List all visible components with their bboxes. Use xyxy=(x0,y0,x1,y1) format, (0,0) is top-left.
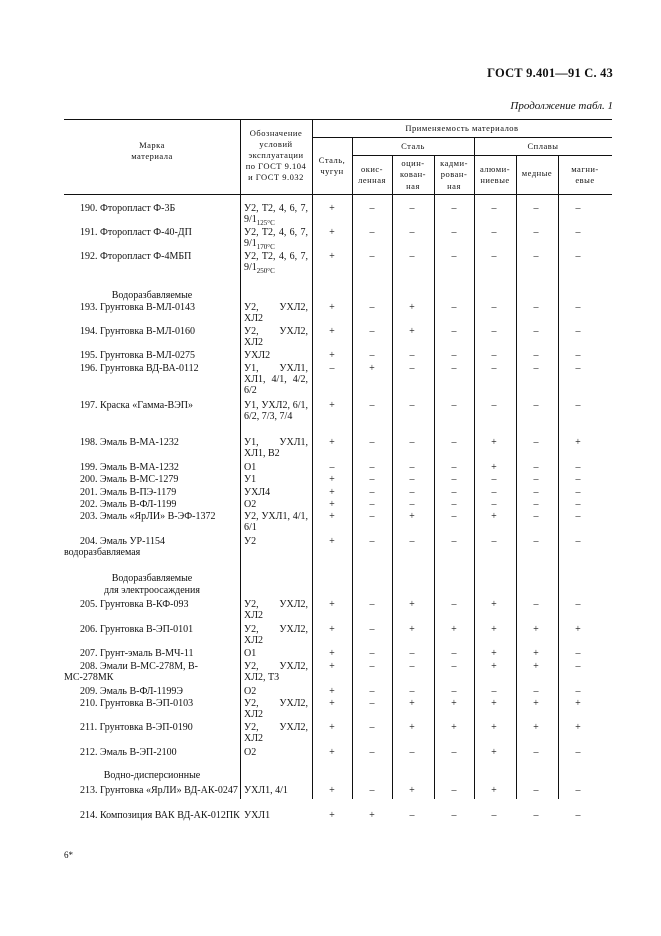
applicability-cell: – xyxy=(575,785,581,796)
applicability-cell: – xyxy=(369,661,375,672)
applicability-cell: + xyxy=(533,661,539,672)
applicability-cell: – xyxy=(533,400,539,411)
applicability-cell: – xyxy=(491,499,497,510)
material-name: 200. Эмаль В-МС-1279 xyxy=(80,474,179,485)
applicability-cell: – xyxy=(491,363,497,374)
applicability-cell: – xyxy=(575,350,581,361)
page-footer-mark: 6* xyxy=(64,850,73,860)
conditions-text: У2, УХЛ2, ХЛ2 xyxy=(244,599,308,621)
applicability-cell: + xyxy=(329,785,335,796)
conditions xyxy=(244,599,308,621)
conditions-text: У2, Т2, 4, 6, 7, 9/1 xyxy=(244,227,308,249)
conditions xyxy=(244,302,308,324)
applicability-cell: – xyxy=(451,536,457,547)
header-magnievye: магни- евые xyxy=(571,164,599,186)
header-bottom-rule xyxy=(64,194,612,195)
conditions xyxy=(244,326,308,348)
applicability-cell: + xyxy=(329,400,335,411)
material-name: 196. Грунтовка ВД-ВА-0112 xyxy=(80,363,199,374)
applicability-cell: – xyxy=(491,251,497,262)
applicability-cell: – xyxy=(533,810,539,821)
applicability-cell: – xyxy=(575,302,581,313)
applicability-cell: – xyxy=(575,487,581,498)
applicability-cell: + xyxy=(409,722,415,733)
applicability-cell: – xyxy=(491,474,497,485)
applicability-cell: – xyxy=(533,511,539,522)
conditions xyxy=(244,698,308,720)
applicability-cell: – xyxy=(451,350,457,361)
applicability-cell: – xyxy=(451,661,457,672)
applicability-cell: + xyxy=(409,302,415,313)
applicability-cell: – xyxy=(409,499,415,510)
conditions-text: О1 xyxy=(244,462,257,473)
applicability-cell: – xyxy=(369,437,375,448)
applicability-cell: + xyxy=(369,810,375,821)
applicability-cell: + xyxy=(491,462,497,473)
applicability-cell: + xyxy=(329,251,335,262)
conditions xyxy=(244,686,308,697)
conditions xyxy=(244,487,308,498)
applicability-cell: – xyxy=(369,487,375,498)
applicability-cell: – xyxy=(409,437,415,448)
conditions-text: У1 xyxy=(244,474,257,485)
temperature-subscript: 250°С xyxy=(256,267,275,275)
applicability-cell: – xyxy=(491,536,497,547)
table-row xyxy=(64,810,612,840)
applicability-cell: – xyxy=(451,326,457,337)
applicability-cell: – xyxy=(575,251,581,262)
applicability-cell: + xyxy=(369,363,375,374)
applicability-cell: – xyxy=(533,747,539,758)
applicability-cell: + xyxy=(329,722,335,733)
applicability-cell: – xyxy=(369,747,375,758)
applicability-cell: + xyxy=(491,747,497,758)
material-name: 198. Эмаль В-МА-1232 xyxy=(80,437,179,448)
conditions-text: У2, Т2, 4, 6, 7, 9/1 xyxy=(244,251,308,273)
applicability-cell: – xyxy=(369,785,375,796)
header-stal: Сталь xyxy=(401,141,425,151)
material-name: 205. Грунтовка В-КФ-093 xyxy=(80,599,189,610)
material-name: 192. Фторопласт Ф-4МБП xyxy=(80,251,192,262)
applicability-cell: + xyxy=(575,698,581,709)
applicability-cell: + xyxy=(329,474,335,485)
applicability-cell: + xyxy=(575,624,581,635)
applicability-cell: – xyxy=(369,227,375,238)
applicability-cell: – xyxy=(369,350,375,361)
applicability-cell: + xyxy=(329,747,335,758)
conditions-text: УХЛ1 xyxy=(244,810,271,821)
applicability-cell: – xyxy=(575,661,581,672)
applicability-cell: – xyxy=(533,326,539,337)
applicability-cell: – xyxy=(491,400,497,411)
applicability-cell: – xyxy=(451,363,457,374)
applicability-cell: – xyxy=(491,302,497,313)
conditions xyxy=(244,511,308,533)
conditions-text: У2, Т2, 4, 6, 7, 9/1 xyxy=(244,203,308,225)
applicability-cell: – xyxy=(533,251,539,262)
material-name: 191. Фторопласт Ф-40-ДП xyxy=(80,227,192,238)
applicability-cell: – xyxy=(575,400,581,411)
applicability-cell: + xyxy=(491,648,497,659)
applicability-cell: – xyxy=(329,462,335,473)
material-name: 207. Грунт-эмаль В-МЧ-11 xyxy=(80,648,194,659)
applicability-cell: – xyxy=(409,363,415,374)
conditions-text: У2, УХЛ2, ХЛ2, Т3 xyxy=(244,661,308,683)
applicability-cell: + xyxy=(409,326,415,337)
applicability-cell: – xyxy=(451,302,457,313)
conditions-text: У1, УХЛ1, ХЛ1, В2 xyxy=(244,437,308,459)
conditions-text: У2, УХЛ2, ХЛ2 xyxy=(244,302,308,324)
header-primenyaemost: Применяемость материалов xyxy=(405,123,519,133)
applicability-cell: + xyxy=(451,698,457,709)
applicability-cell: – xyxy=(533,474,539,485)
conditions xyxy=(244,648,308,659)
applicability-cell: + xyxy=(491,722,497,733)
table-row xyxy=(64,363,612,396)
applicability-cell: – xyxy=(575,363,581,374)
conditions xyxy=(244,474,308,485)
applicability-cell: – xyxy=(451,747,457,758)
material-name: 214. Композиция ВАК ВД-АК-012ПК xyxy=(80,810,240,821)
applicability-cell: – xyxy=(491,350,497,361)
applicability-cell: + xyxy=(409,624,415,635)
applicability-cell: – xyxy=(533,599,539,610)
applicability-cell: – xyxy=(451,599,457,610)
applicability-cell: – xyxy=(533,499,539,510)
applicability-cell: – xyxy=(451,686,457,697)
table-row xyxy=(64,536,612,566)
material-name: 194. Грунтовка В-МЛ-0160 xyxy=(80,326,195,337)
material-name: 199. Эмаль В-МА-1232 xyxy=(80,462,179,473)
conditions-text: У2, УХЛ1, 4/1, 6/1 xyxy=(244,511,308,533)
applicability-cell: – xyxy=(369,511,375,522)
conditions xyxy=(244,536,308,547)
applicability-cell: – xyxy=(451,499,457,510)
applicability-cell: – xyxy=(533,227,539,238)
applicability-cell: + xyxy=(491,624,497,635)
applicability-cell: – xyxy=(409,686,415,697)
applicability-cell: – xyxy=(575,810,581,821)
applicability-cell: – xyxy=(409,251,415,262)
conditions xyxy=(244,624,308,646)
applicability-cell: – xyxy=(369,536,375,547)
conditions-text: У2 xyxy=(244,536,257,547)
applicability-cell: – xyxy=(533,363,539,374)
applicability-cell: – xyxy=(575,511,581,522)
material-name: 201. Эмаль В-ПЭ-1179 xyxy=(80,487,177,498)
material-name: 197. Краска «Гамма-ВЭП» xyxy=(80,400,194,411)
material-name: 202. Эмаль В-ФЛ-1199 xyxy=(80,499,177,510)
applicability-cell: – xyxy=(369,499,375,510)
applicability-cell: + xyxy=(329,302,335,313)
table-continuation: Продолжение табл. 1 xyxy=(510,100,613,112)
applicability-cell: – xyxy=(409,661,415,672)
material-name: 212. Эмаль В-ЭП-2100 xyxy=(80,747,177,758)
applicability-cell: – xyxy=(533,203,539,214)
applicability-cell: – xyxy=(575,648,581,659)
conditions-text: О2 xyxy=(244,686,257,697)
applicability-cell: – xyxy=(533,350,539,361)
applicability-cell: + xyxy=(409,698,415,709)
section-label: Водоразбавляемые xyxy=(111,290,193,301)
conditions-text: О1 xyxy=(244,648,257,659)
applicability-cell: + xyxy=(329,599,335,610)
applicability-cell: – xyxy=(451,487,457,498)
conditions xyxy=(244,437,308,459)
applicability-cell: – xyxy=(369,251,375,262)
conditions-text: У2, УХЛ2, ХЛ2 xyxy=(244,722,308,744)
table-row xyxy=(64,400,612,430)
applicability-cell: – xyxy=(369,474,375,485)
applicability-cell: + xyxy=(451,722,457,733)
applicability-cell: – xyxy=(575,227,581,238)
applicability-cell: – xyxy=(369,400,375,411)
applicability-cell: + xyxy=(491,698,497,709)
applicability-cell: + xyxy=(329,499,335,510)
material-name: 193. Грунтовка В-МЛ-0143 xyxy=(80,302,195,313)
header-mednye: медные xyxy=(521,168,553,178)
applicability-cell: – xyxy=(575,474,581,485)
conditions xyxy=(244,661,308,683)
conditions-text: У1, УХЛ2, 6/1, 6/2, 7/3, 7/4 xyxy=(244,400,308,422)
applicability-cell: – xyxy=(533,437,539,448)
applicability-cell: – xyxy=(409,810,415,821)
applicability-cell: – xyxy=(369,648,375,659)
material-name: 195. Грунтовка В-МЛ-0275 xyxy=(80,350,195,361)
applicability-cell: + xyxy=(533,648,539,659)
applicability-cell: + xyxy=(329,536,335,547)
conditions-text: УХЛ4 xyxy=(244,487,271,498)
applicability-cell: – xyxy=(575,326,581,337)
applicability-cell: – xyxy=(575,203,581,214)
conditions xyxy=(244,747,308,758)
applicability-cell: + xyxy=(329,203,335,214)
temperature-subscript: 125°С xyxy=(256,219,275,227)
header-oboznachenie: Обозначение условий эксплуатации по ГОСТ 9.104 и ГОСТ 9.032 xyxy=(245,128,307,183)
applicability-cell: – xyxy=(575,536,581,547)
conditions-text: О2 xyxy=(244,499,257,510)
applicability-cell: + xyxy=(491,599,497,610)
material-name: 203. Эмаль «ЯрЛИ» В-ЭФ-1372 xyxy=(80,511,216,522)
applicability-cell: – xyxy=(451,227,457,238)
applicability-cell: – xyxy=(533,686,539,697)
conditions-text: У2, УХЛ2, ХЛ2 xyxy=(244,624,308,646)
applicability-cell: + xyxy=(329,326,335,337)
header-kadmirovannaya: кадми- рован- ная xyxy=(440,158,468,191)
header-stal-chugun: Сталь, чугун xyxy=(318,155,346,177)
applicability-cell: – xyxy=(369,203,375,214)
table-row xyxy=(64,747,612,777)
conditions xyxy=(244,227,308,253)
material-name: 204. Эмаль УР-1154 водоразбавляемая xyxy=(64,536,166,558)
applicability-cell: + xyxy=(491,661,497,672)
conditions xyxy=(244,350,308,361)
applicability-cell: – xyxy=(369,722,375,733)
table-row xyxy=(64,251,612,281)
conditions xyxy=(244,203,308,229)
applicability-cell: – xyxy=(491,227,497,238)
applicability-cell: + xyxy=(329,437,335,448)
applicability-cell: – xyxy=(491,487,497,498)
conditions-text: УХЛ2 xyxy=(244,350,271,361)
material-name: 209. Эмаль В-ФЛ-1199Э xyxy=(80,686,183,697)
header-alyuminievye: алюми- ниевые xyxy=(479,164,511,186)
conditions xyxy=(244,722,308,744)
applicability-cell: – xyxy=(575,686,581,697)
applicability-cell: – xyxy=(409,747,415,758)
applicability-cell: + xyxy=(491,437,497,448)
table-top-rule xyxy=(64,119,612,120)
applicability-cell: – xyxy=(533,536,539,547)
header-ocinkovannaya: оцин- кован- ная xyxy=(399,158,426,191)
applicability-cell: – xyxy=(451,810,457,821)
header-rule-primenyaemost xyxy=(312,137,612,138)
material-name: 208. Эмали В-МС-278М, В-МС-278МК xyxy=(64,661,199,683)
applicability-cell: – xyxy=(451,474,457,485)
page-header: ГОСТ 9.401—91 С. 43 xyxy=(487,66,613,80)
header-okislennaya: окис- ленная xyxy=(358,164,386,186)
applicability-cell: + xyxy=(491,511,497,522)
applicability-cell: – xyxy=(369,462,375,473)
applicability-cell: – xyxy=(409,400,415,411)
conditions-text: У2, УХЛ2, ХЛ2 xyxy=(244,326,308,348)
applicability-cell: – xyxy=(575,747,581,758)
applicability-cell: – xyxy=(369,624,375,635)
header-marka: Марка материала xyxy=(131,140,173,162)
material-name: 213. Грунтовка «ЯрЛИ» ВД-АК-0247 xyxy=(80,785,238,796)
applicability-cell: – xyxy=(451,251,457,262)
conditions xyxy=(244,499,308,510)
applicability-cell: – xyxy=(491,203,497,214)
applicability-cell: – xyxy=(575,599,581,610)
applicability-cell: + xyxy=(329,698,335,709)
applicability-cell: – xyxy=(409,487,415,498)
applicability-cell: – xyxy=(409,648,415,659)
applicability-cell: + xyxy=(329,661,335,672)
applicability-cell: – xyxy=(369,686,375,697)
conditions xyxy=(244,251,308,277)
material-name: 206. Грунтовка В-ЭП-0101 xyxy=(80,624,194,635)
applicability-cell: – xyxy=(451,648,457,659)
applicability-cell: – xyxy=(575,462,581,473)
applicability-cell: – xyxy=(451,437,457,448)
applicability-cell: – xyxy=(409,203,415,214)
applicability-cell: + xyxy=(329,686,335,697)
applicability-cell: + xyxy=(409,599,415,610)
applicability-cell: – xyxy=(329,363,335,374)
applicability-cell: – xyxy=(369,326,375,337)
conditions-text: У1, УХЛ1, ХЛ1, 4/1, 4/2, 6/2 xyxy=(244,363,308,396)
conditions xyxy=(244,462,308,473)
applicability-cell: + xyxy=(533,624,539,635)
conditions xyxy=(244,785,308,796)
section-label: Водоразбавляемые для электроосаждения xyxy=(104,573,200,596)
applicability-cell: + xyxy=(409,511,415,522)
applicability-cell: + xyxy=(329,648,335,659)
applicability-cell: – xyxy=(575,499,581,510)
applicability-cell: – xyxy=(491,326,497,337)
applicability-cell: + xyxy=(491,785,497,796)
applicability-cell: + xyxy=(451,624,457,635)
applicability-cell: + xyxy=(329,511,335,522)
conditions xyxy=(244,400,308,422)
applicability-cell: + xyxy=(329,227,335,238)
applicability-cell: – xyxy=(451,462,457,473)
applicability-cell: – xyxy=(409,227,415,238)
applicability-cell: – xyxy=(451,400,457,411)
material-name: 210. Грунтовка В-ЭП-0103 xyxy=(80,698,194,709)
applicability-cell: + xyxy=(575,437,581,448)
header-rule-stal xyxy=(352,155,612,156)
temperature-subscript: 170°С xyxy=(256,243,275,251)
applicability-cell: – xyxy=(409,462,415,473)
applicability-cell: – xyxy=(451,785,457,796)
applicability-cell: – xyxy=(533,462,539,473)
applicability-cell: + xyxy=(329,810,335,821)
conditions-text: О2 xyxy=(244,747,257,758)
conditions-text: У2, УХЛ2, ХЛ2 xyxy=(244,698,308,720)
applicability-cell: + xyxy=(329,350,335,361)
applicability-cell: – xyxy=(409,536,415,547)
applicability-cell: – xyxy=(451,203,457,214)
applicability-cell: + xyxy=(533,722,539,733)
conditions xyxy=(244,363,308,396)
conditions-text: УХЛ1, 4/1 xyxy=(244,785,288,796)
applicability-cell: – xyxy=(533,487,539,498)
applicability-cell: + xyxy=(575,722,581,733)
material-name: 211. Грунтовка В-ЭП-0190 xyxy=(80,722,193,733)
applicability-cell: – xyxy=(491,686,497,697)
applicability-cell: – xyxy=(409,474,415,485)
applicability-cell: + xyxy=(533,698,539,709)
header-splavy: Сплавы xyxy=(527,141,559,151)
conditions xyxy=(244,810,308,821)
applicability-cell: – xyxy=(533,785,539,796)
applicability-cell: – xyxy=(409,350,415,361)
applicability-cell: – xyxy=(451,511,457,522)
applicability-cell: + xyxy=(329,487,335,498)
material-name: 190. Фторопласт Ф-3Б xyxy=(80,203,176,214)
applicability-cell: – xyxy=(533,302,539,313)
applicability-cell: – xyxy=(369,698,375,709)
applicability-cell: – xyxy=(491,810,497,821)
section-label: Водно-дисперсионные xyxy=(103,770,201,781)
applicability-cell: – xyxy=(369,302,375,313)
applicability-cell: + xyxy=(329,624,335,635)
applicability-cell: + xyxy=(409,785,415,796)
applicability-cell: – xyxy=(369,599,375,610)
